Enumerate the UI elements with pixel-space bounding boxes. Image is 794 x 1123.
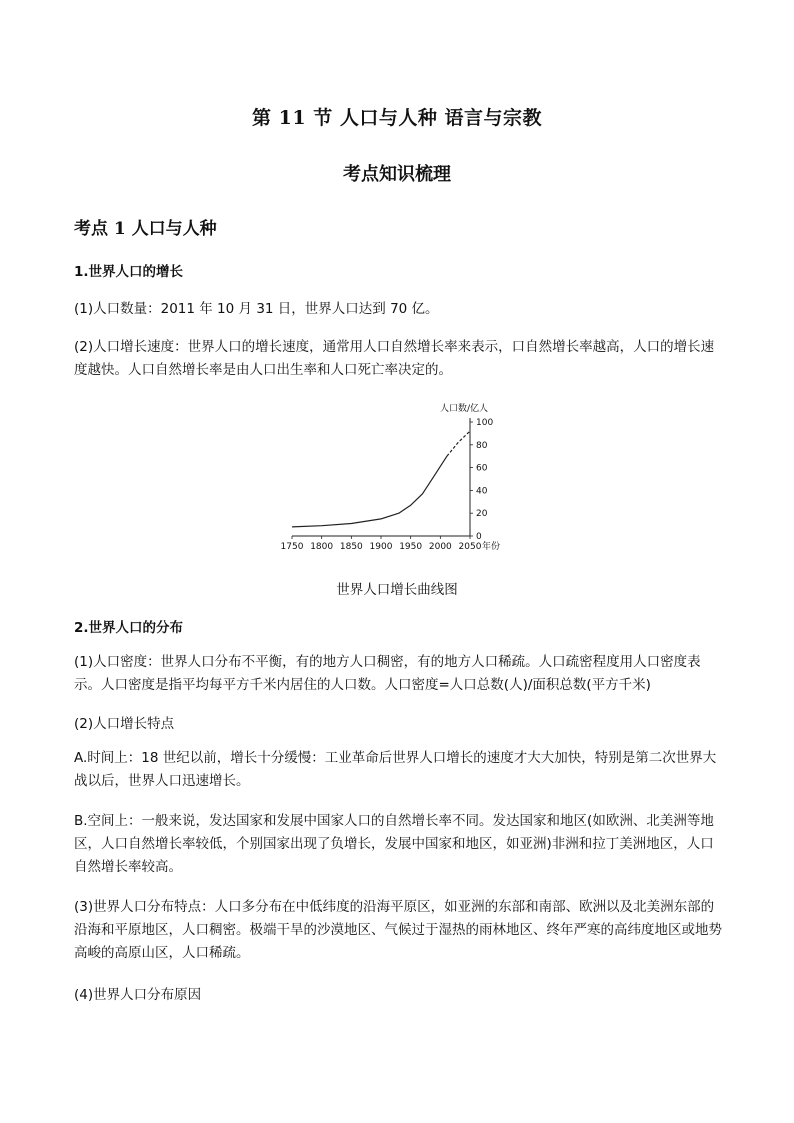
y-tick-label: 20 (476, 509, 488, 520)
y-tick-label: 80 (476, 440, 488, 451)
y-tick-label: 40 (476, 486, 488, 497)
chart-caption: 世界人口增长曲线图 (336, 582, 458, 598)
paragraph: (4)世界人口分布原因 (74, 987, 202, 1003)
page-title: 第 11 节 人口与人种 语言与宗教 (252, 107, 542, 129)
x-tick-label: 1950 (399, 542, 423, 552)
x-tick-label: 1800 (310, 542, 334, 552)
x-tick-label: 1900 (369, 542, 393, 552)
paragraph: (3)世界人口分布特点：人口多分布在中低纬度的沿海平原区，如亚洲的东部和南部、欧洲以及北美洲东部的沿海和平原地区，人口稠密。极端干旱的沙漠地区、气候过于湿热的雨林地区、终年严寒的高纬度地区或地势高峻的高原山区，人口稀疏。 (74, 899, 722, 961)
y-axis-label: 人口数/亿人 (440, 404, 489, 414)
paragraph: A.时间上：18 世纪以前，增长十分缓慢：工业革命后世界人口增长的速度才大大加快，特别是第二次世界大战以后，世界人口迅速增长。 (74, 750, 717, 789)
paragraph: B.空间上：一般来说，发达国家和发展中国家人口的自然增长率不同。发达国家和地区(如欧洲、北美洲等地区，人口自然增长率较低，个别国家出现了负增长，发展中国家和地区，如亚洲)非洲和拉丁美洲地区，人口自然增长率较高。 (74, 813, 714, 875)
population-line (292, 456, 447, 527)
x-tick-label: 1750 (280, 542, 304, 552)
paragraph: (2)人口增长速度：世界人口的增长速度，通常用人口自然增长率来表示，口自然增长率越高，人口的增长速度越快。人口自然增长率是由人口出生率和人口死亡率决定的。 (74, 339, 715, 378)
paragraph: (2)人口增长特点 (74, 716, 175, 732)
topic-heading: 考点 1 人口与人种 (74, 219, 217, 239)
y-tick-label: 60 (476, 463, 488, 474)
x-tick-label: 2000 (428, 542, 452, 552)
paragraph: (1)人口密度：世界人口分布不平衡，有的地方人口稠密，有的地方人口稀疏。人口疏密程度用人口密度表示。人口密度是指平均每平方千米内居住的人口数。人口密度=人口总数(人)/面积总数(平方千米) (74, 654, 701, 693)
projected-population-line (447, 431, 470, 456)
y-tick-label: 100 (476, 418, 494, 428)
y-tick-label: 0 (476, 532, 482, 542)
section1-heading: 1.世界人口的增长 (74, 264, 184, 280)
population-growth-chart (280, 398, 514, 558)
x-tick-label: 1850 (339, 542, 363, 552)
section-subtitle: 考点知识梳理 (343, 164, 451, 185)
paragraph: (1)人口数量：2011 年 10 月 31 日，世界人口达到 70 亿。 (74, 301, 439, 317)
x-tick-label: 2050 (458, 542, 482, 552)
x-axis-label: 年份 (482, 542, 501, 552)
section2-heading: 2.世界人口的分布 (74, 620, 184, 636)
